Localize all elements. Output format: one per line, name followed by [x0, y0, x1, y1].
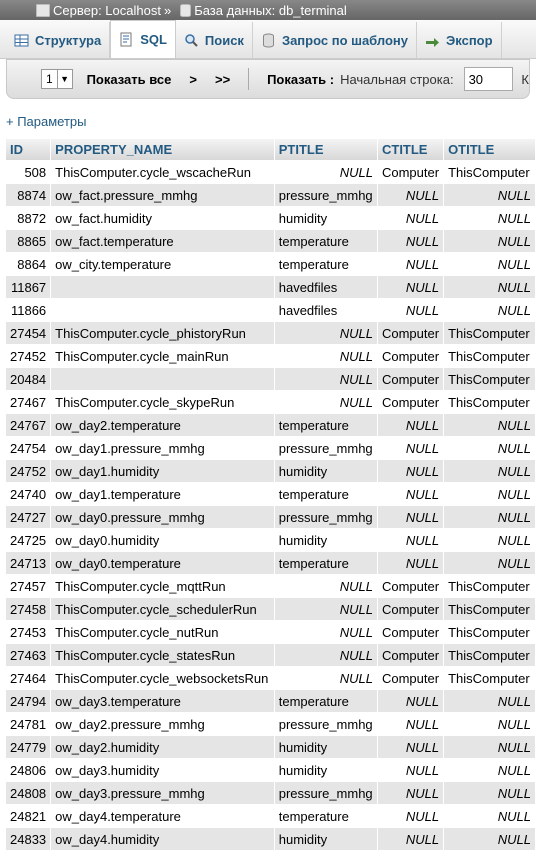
- start-row-label: Начальная строка:: [340, 71, 454, 87]
- cell-id: 24767: [6, 414, 50, 436]
- table-row[interactable]: [6, 621, 535, 643]
- cell-ptitle: pressure_mmhg: [275, 506, 377, 528]
- cell-ptitle: NULL: [275, 391, 377, 413]
- cell-property-name: ow_day4.temperature: [51, 805, 274, 827]
- cell-ptitle: temperature: [275, 805, 377, 827]
- cell-id: 8872: [6, 207, 50, 229]
- cell-ptitle: havedfiles: [275, 299, 377, 321]
- table-row[interactable]: [6, 644, 535, 666]
- cell-ctitle: NULL: [378, 713, 443, 735]
- table-row[interactable]: [6, 483, 535, 505]
- cell-id: 8874: [6, 184, 50, 206]
- cell-ctitle: NULL: [378, 828, 443, 850]
- table-row[interactable]: [6, 207, 535, 229]
- cell-otitle: NULL: [444, 529, 535, 551]
- cell-ptitle: NULL: [275, 621, 377, 643]
- cell-id: 8864: [6, 253, 50, 275]
- show-label: Показать :: [267, 71, 335, 87]
- cell-property-name: ow_day3.temperature: [51, 690, 274, 712]
- cell-property-name: ThisComputer.cycle_mqttRun: [51, 575, 274, 597]
- table-row[interactable]: [6, 161, 535, 183]
- cell-property-name: ThisComputer.cycle_skypeRun: [51, 391, 274, 413]
- cell-id: 27452: [6, 345, 50, 367]
- cell-otitle: NULL: [444, 506, 535, 528]
- cell-ptitle: NULL: [275, 161, 377, 183]
- cell-id: 11866: [6, 299, 50, 321]
- cell-otitle: ThisComputer: [444, 368, 535, 390]
- table-row[interactable]: [6, 276, 535, 298]
- page-select-value: 1: [46, 72, 53, 86]
- tab-label: Поиск: [204, 32, 244, 48]
- cell-ptitle: NULL: [275, 345, 377, 367]
- cell-ctitle: Computer: [378, 322, 443, 344]
- cell-otitle: NULL: [444, 552, 535, 574]
- table-row[interactable]: [6, 828, 535, 850]
- cell-property-name: ThisComputer.cycle_nutRun: [51, 621, 274, 643]
- cell-id: 508: [6, 161, 50, 183]
- cell-id: 27458: [6, 598, 50, 620]
- table-row[interactable]: [6, 759, 535, 781]
- cell-ctitle: NULL: [378, 207, 443, 229]
- table-row[interactable]: [6, 391, 535, 413]
- cell-id: 27463: [6, 644, 50, 666]
- cell-ctitle: NULL: [378, 690, 443, 712]
- cell-otitle: NULL: [444, 437, 535, 459]
- cell-ptitle: humidity: [275, 759, 377, 781]
- cell-ptitle: pressure_mmhg: [275, 184, 377, 206]
- server-icon: [36, 4, 50, 17]
- cell-ptitle: temperature: [275, 230, 377, 252]
- cell-ctitle: Computer: [378, 391, 443, 413]
- cell-otitle: ThisComputer: [444, 575, 535, 597]
- cell-property-name: ThisComputer.cycle_schedulerRun: [51, 598, 274, 620]
- cell-property-name: ow_day3.pressure_mmhg: [51, 782, 274, 804]
- table-row[interactable]: [6, 575, 535, 597]
- cell-ptitle: NULL: [275, 322, 377, 344]
- export-icon: [425, 33, 440, 48]
- table-row[interactable]: [6, 322, 535, 344]
- table-row[interactable]: [6, 299, 535, 321]
- table-row[interactable]: [6, 736, 535, 758]
- tab-label: Экспор: [446, 32, 493, 48]
- cell-ctitle: Computer: [378, 598, 443, 620]
- cell-property-name: ow_day1.temperature: [51, 483, 274, 505]
- tab-search[interactable]: [176, 22, 253, 58]
- cell-ptitle: temperature: [275, 690, 377, 712]
- cell-property-name: ow_fact.humidity: [51, 207, 274, 229]
- parameters-link[interactable]: + Параметры: [6, 114, 87, 129]
- sql-icon: [119, 32, 134, 47]
- tab-sql[interactable]: [110, 20, 176, 58]
- cell-ctitle: Computer: [378, 368, 443, 390]
- query-icon: [261, 33, 276, 48]
- cell-id: 24808: [6, 782, 50, 804]
- cell-ptitle: temperature: [275, 414, 377, 436]
- database-icon: [180, 4, 191, 17]
- table-row[interactable]: [6, 713, 535, 735]
- cell-otitle: NULL: [444, 690, 535, 712]
- table-row[interactable]: [6, 805, 535, 827]
- cell-id: 27453: [6, 621, 50, 643]
- cell-otitle: NULL: [444, 759, 535, 781]
- cell-id: 24779: [6, 736, 50, 758]
- column-header-ctitle[interactable]: CTITLE: [378, 139, 443, 160]
- cell-otitle: NULL: [444, 253, 535, 275]
- cell-id: 27457: [6, 575, 50, 597]
- table-row[interactable]: [6, 506, 535, 528]
- cell-ptitle: pressure_mmhg: [275, 782, 377, 804]
- cell-otitle: NULL: [444, 483, 535, 505]
- table-row[interactable]: [6, 184, 535, 206]
- cell-otitle: NULL: [444, 414, 535, 436]
- cell-property-name: ow_day0.pressure_mmhg: [51, 506, 274, 528]
- cell-ctitle: NULL: [378, 276, 443, 298]
- cell-ctitle: NULL: [378, 253, 443, 275]
- cell-ctitle: Computer: [378, 667, 443, 689]
- results-table: [5, 138, 536, 851]
- cell-ctitle: NULL: [378, 437, 443, 459]
- cell-property-name: ow_day1.pressure_mmhg: [51, 437, 274, 459]
- truncated-label: К: [521, 71, 529, 87]
- cell-property-name: [51, 368, 274, 390]
- cell-otitle: NULL: [444, 184, 535, 206]
- cell-id: 24754: [6, 437, 50, 459]
- cell-id: 11867: [6, 276, 50, 298]
- table-row[interactable]: [6, 460, 535, 482]
- table-row[interactable]: [6, 414, 535, 436]
- cell-ctitle: NULL: [378, 805, 443, 827]
- breadcrumb-database[interactable]: База данных: db_terminal: [194, 2, 347, 18]
- tab-structure[interactable]: [0, 22, 110, 58]
- cell-property-name: ThisComputer.cycle_statesRun: [51, 644, 274, 666]
- cell-ctitle: Computer: [378, 345, 443, 367]
- cell-property-name: ThisComputer.cycle_mainRun: [51, 345, 274, 367]
- cell-otitle: ThisComputer: [444, 667, 535, 689]
- cell-ctitle: NULL: [378, 483, 443, 505]
- cell-otitle: NULL: [444, 207, 535, 229]
- table-row[interactable]: [6, 368, 535, 390]
- cell-property-name: ow_day1.humidity: [51, 460, 274, 482]
- cell-property-name: [51, 299, 274, 321]
- navigation-toolbar: [6, 59, 530, 99]
- cell-ptitle: temperature: [275, 483, 377, 505]
- cell-ctitle: NULL: [378, 414, 443, 436]
- cell-ptitle: humidity: [275, 828, 377, 850]
- table-row[interactable]: [6, 345, 535, 367]
- cell-otitle: NULL: [444, 782, 535, 804]
- cell-id: 20484: [6, 368, 50, 390]
- cell-otitle: NULL: [444, 805, 535, 827]
- cell-ctitle: NULL: [378, 529, 443, 551]
- table-row[interactable]: [6, 690, 535, 712]
- cell-property-name: ow_day2.temperature: [51, 414, 274, 436]
- column-header-ptitle[interactable]: PTITLE: [275, 139, 377, 160]
- cell-otitle: ThisComputer: [444, 644, 535, 666]
- cell-otitle: NULL: [444, 828, 535, 850]
- cell-ptitle: havedfiles: [275, 276, 377, 298]
- cell-ctitle: Computer: [378, 621, 443, 643]
- breadcrumb: [0, 0, 536, 20]
- cell-property-name: ThisComputer.cycle_phistoryRun: [51, 322, 274, 344]
- table-row[interactable]: [6, 667, 535, 689]
- cell-property-name: ow_day0.humidity: [51, 529, 274, 551]
- cell-property-name: ow_city.temperature: [51, 253, 274, 275]
- cell-otitle: NULL: [444, 276, 535, 298]
- cell-id: 24806: [6, 759, 50, 781]
- cell-ptitle: humidity: [275, 736, 377, 758]
- cell-id: 24781: [6, 713, 50, 735]
- cell-id: 8865: [6, 230, 50, 252]
- cell-otitle: ThisComputer: [444, 621, 535, 643]
- cell-otitle: NULL: [444, 736, 535, 758]
- cell-ptitle: pressure_mmhg: [275, 437, 377, 459]
- tab-bar: [0, 20, 536, 59]
- column-header-id[interactable]: ID: [6, 139, 50, 160]
- table-row[interactable]: [6, 552, 535, 574]
- cell-id: 27467: [6, 391, 50, 413]
- cell-ptitle: humidity: [275, 207, 377, 229]
- page-select[interactable]: [41, 69, 73, 89]
- cell-property-name: ow_day4.humidity: [51, 828, 274, 850]
- cell-ptitle: humidity: [275, 460, 377, 482]
- cell-otitle: ThisComputer: [444, 161, 535, 183]
- table-row[interactable]: [6, 782, 535, 804]
- cell-ptitle: temperature: [275, 253, 377, 275]
- structure-icon: [14, 33, 29, 48]
- cell-property-name: ow_fact.temperature: [51, 230, 274, 252]
- cell-ctitle: Computer: [378, 644, 443, 666]
- cell-property-name: ow_day3.humidity: [51, 759, 274, 781]
- cell-ptitle: pressure_mmhg: [275, 713, 377, 735]
- cell-otitle: ThisComputer: [444, 391, 535, 413]
- tab-export[interactable]: [417, 22, 502, 58]
- cell-property-name: ow_fact.pressure_mmhg: [51, 184, 274, 206]
- cell-id: 24821: [6, 805, 50, 827]
- cell-property-name: ThisComputer.cycle_wscacheRun: [51, 161, 274, 183]
- cell-property-name: ow_day0.temperature: [51, 552, 274, 574]
- cell-ptitle: NULL: [275, 368, 377, 390]
- cell-ptitle: humidity: [275, 529, 377, 551]
- cell-ctitle: NULL: [378, 552, 443, 574]
- cell-id: 24713: [6, 552, 50, 574]
- cell-ctitle: NULL: [378, 506, 443, 528]
- chevron-down-icon[interactable]: ▼: [57, 70, 72, 88]
- cell-otitle: NULL: [444, 713, 535, 735]
- cell-otitle: ThisComputer: [444, 345, 535, 367]
- cell-id: 24794: [6, 690, 50, 712]
- cell-id: 24727: [6, 506, 50, 528]
- tab-label: Структура: [35, 32, 102, 48]
- cell-ptitle: NULL: [275, 598, 377, 620]
- cell-otitle: NULL: [444, 230, 535, 252]
- cell-property-name: ow_day2.pressure_mmhg: [51, 713, 274, 735]
- cell-id: 27464: [6, 667, 50, 689]
- cell-ctitle: NULL: [378, 460, 443, 482]
- cell-property-name: ow_day2.humidity: [51, 736, 274, 758]
- cell-ptitle: NULL: [275, 644, 377, 666]
- table-row[interactable]: [6, 598, 535, 620]
- cell-otitle: NULL: [444, 460, 535, 482]
- tab-query[interactable]: [253, 22, 417, 58]
- cell-id: 27454: [6, 322, 50, 344]
- cell-ptitle: NULL: [275, 575, 377, 597]
- cell-id: 24725: [6, 529, 50, 551]
- cell-id: 24740: [6, 483, 50, 505]
- search-icon: [184, 33, 199, 48]
- cell-ctitle: NULL: [378, 299, 443, 321]
- tab-label: SQL: [140, 32, 167, 47]
- cell-property-name: [51, 276, 274, 298]
- table-header-row: [6, 139, 535, 160]
- cell-ctitle: NULL: [378, 759, 443, 781]
- table-row[interactable]: [6, 437, 535, 459]
- table-row[interactable]: [6, 253, 535, 275]
- start-row-input[interactable]: 30: [464, 67, 514, 91]
- cell-otitle: NULL: [444, 299, 535, 321]
- column-header-property-name[interactable]: PROPERTY_NAME: [51, 139, 274, 160]
- show-all-button[interactable]: Показать все: [86, 71, 172, 87]
- cell-otitle: ThisComputer: [444, 598, 535, 620]
- cell-ctitle: NULL: [378, 736, 443, 758]
- divider: [248, 68, 249, 90]
- cell-ptitle: temperature: [275, 552, 377, 574]
- next-page-button[interactable]: >: [189, 71, 197, 87]
- table-row[interactable]: [6, 529, 535, 551]
- column-header-otitle[interactable]: OTITLE: [444, 139, 535, 160]
- table-row[interactable]: [6, 230, 535, 252]
- cell-ctitle: NULL: [378, 782, 443, 804]
- cell-ctitle: NULL: [378, 184, 443, 206]
- cell-id: 24752: [6, 460, 50, 482]
- cell-otitle: ThisComputer: [444, 322, 535, 344]
- breadcrumb-server[interactable]: Сервер: Localhost: [53, 2, 161, 18]
- cell-id: 24833: [6, 828, 50, 850]
- last-page-button[interactable]: >>: [214, 71, 231, 87]
- cell-property-name: ThisComputer.cycle_websocketsRun: [51, 667, 274, 689]
- cell-ptitle: NULL: [275, 667, 377, 689]
- breadcrumb-separator: »: [163, 2, 172, 18]
- tab-label: Запрос по шаблону: [281, 32, 409, 48]
- cell-ctitle: NULL: [378, 230, 443, 252]
- cell-ctitle: Computer: [378, 575, 443, 597]
- cell-ctitle: Computer: [378, 161, 443, 183]
